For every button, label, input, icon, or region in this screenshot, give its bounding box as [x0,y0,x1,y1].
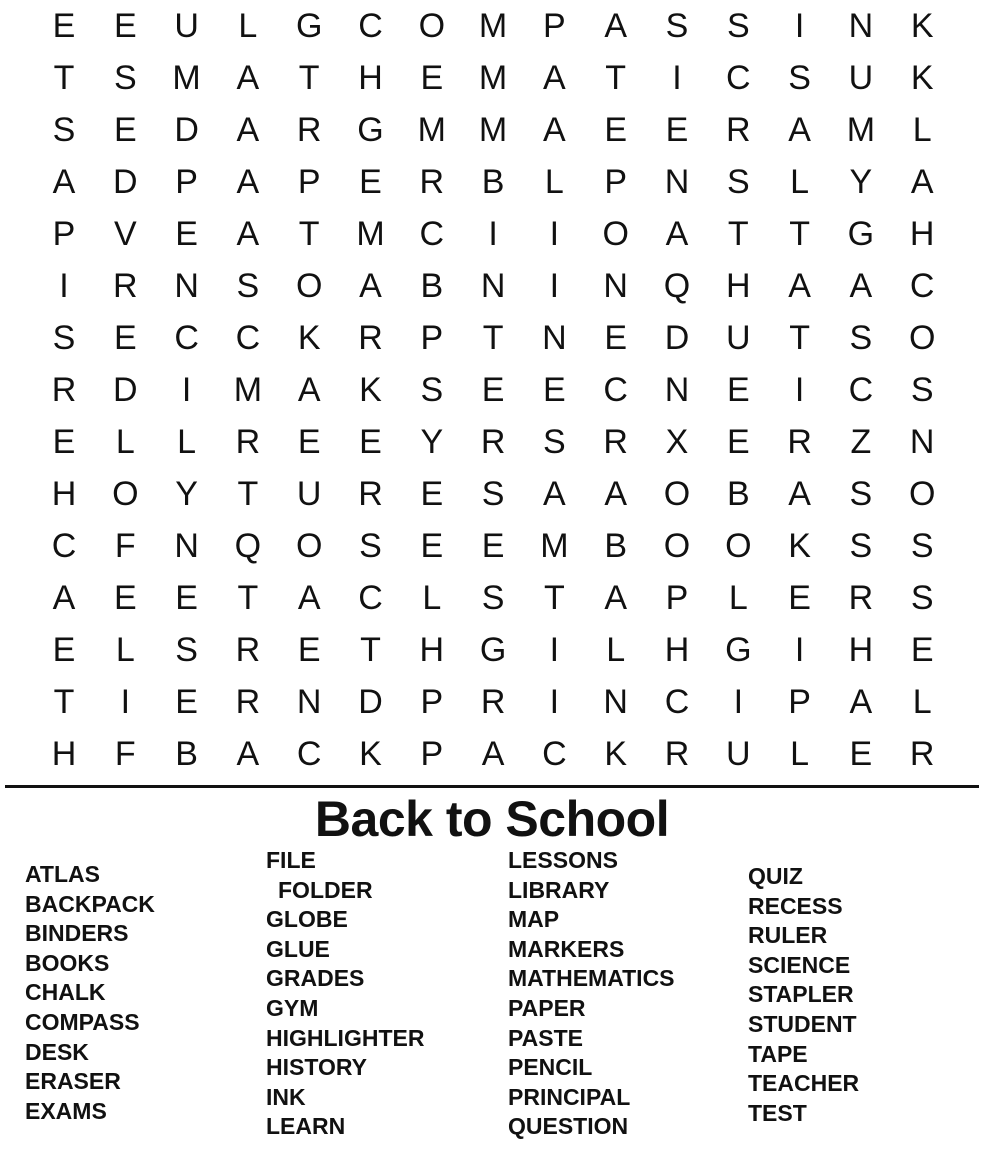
grid-cell[interactable]: E [481,526,505,565]
grid-cell[interactable]: R [848,578,874,617]
word-list-item: PASTE [508,1024,583,1051]
grid-cell[interactable]: E [113,578,137,617]
grid-cell[interactable]: C [419,214,445,253]
word-list-item: LIBRARY [508,876,610,903]
grid-cell[interactable]: R [787,422,812,461]
grid-cell[interactable]: Y [175,474,198,513]
grid-cell[interactable]: S [52,318,76,357]
grid-cell[interactable]: C [603,370,628,409]
grid-cell[interactable]: R [480,422,506,461]
grid-cell[interactable]: L [177,422,197,461]
grid-cell[interactable]: R [235,682,261,721]
grid-cell[interactable]: I [120,682,131,721]
word-list-item: GYM [266,994,319,1021]
grid-cell[interactable]: S [849,526,873,565]
grid-cell[interactable]: H [909,214,935,253]
grid-cell[interactable]: A [52,162,76,201]
grid-cell[interactable]: E [849,734,873,773]
grid-cell[interactable]: T [727,214,749,253]
grid-cell[interactable]: P [543,6,566,45]
grid-cell[interactable]: R [419,162,445,201]
grid-cell[interactable]: L [422,578,442,617]
grid-cell[interactable]: A [359,266,382,305]
grid-cell[interactable]: T [789,214,810,253]
grid-cell[interactable]: G [725,630,752,669]
grid-cell[interactable]: A [297,578,321,617]
grid-cell[interactable]: A [788,110,811,149]
grid-cell[interactable]: G [479,630,507,669]
word-list-item: TEST [748,1099,807,1126]
grid-cell[interactable]: P [420,682,444,721]
grid-cell[interactable]: B [604,526,628,565]
word-list-item: LESSONS [508,847,618,873]
grid-cell[interactable]: Q [663,266,691,305]
grid-cell[interactable]: T [53,682,75,721]
grid-cell[interactable]: S [910,578,934,617]
grid-cell[interactable]: D [664,318,690,357]
grid-cell[interactable]: R [51,370,77,409]
grid-cell[interactable]: E [113,110,137,149]
grid-cell[interactable]: N [909,422,935,461]
grid-cell[interactable]: Y [849,162,873,201]
grid-cell[interactable]: C [51,526,77,565]
grid-cell[interactable]: A [236,734,260,773]
grid-cell[interactable]: C [542,734,567,773]
grid-cell[interactable]: T [544,578,565,617]
grid-cell[interactable]: E [420,526,444,565]
grid-cell[interactable]: D [174,110,199,149]
grid-cell[interactable]: P [297,162,321,201]
grid-cell[interactable]: S [236,266,260,305]
grid-cell[interactable]: V [113,214,137,253]
grid-cell[interactable]: G [357,110,384,149]
grid-cell[interactable]: I [794,6,805,45]
word-list-item: STUDENT [748,1010,857,1037]
grid-cell[interactable]: I [794,370,805,409]
grid-cell[interactable]: R [296,110,322,149]
grid-cell[interactable]: E [604,318,628,357]
grid-cell[interactable]: S [175,630,198,669]
grid-cell[interactable]: Z [850,422,872,461]
word-list-item: ERASER [25,1068,121,1095]
grid-cell[interactable]: M [172,58,201,97]
grid-cell[interactable]: A [849,682,873,721]
grid-cell[interactable]: R [909,734,935,773]
grid-cell[interactable]: A [236,110,260,149]
grid-cell[interactable]: L [606,630,626,669]
grid-cell[interactable]: N [542,318,567,357]
grid-cell[interactable]: E [604,110,628,149]
grid-cell[interactable]: F [114,526,136,565]
grid-cell[interactable]: E [113,6,137,45]
grid-cell[interactable]: S [52,110,76,149]
word-list-column-3 [508,846,675,1142]
grid-cell[interactable]: A [236,162,260,201]
grid-cell[interactable]: U [174,6,199,45]
grid-cell[interactable]: T [789,318,810,357]
grid-cell[interactable]: O [112,474,139,513]
grid-cell[interactable]: O [663,526,691,565]
grid-cell[interactable]: P [604,162,628,201]
grid-cell[interactable]: C [235,318,261,357]
grid-cell[interactable]: U [726,318,751,357]
word-list-item: BINDERS [25,920,129,947]
grid-cell[interactable]: T [237,474,259,513]
grid-cell[interactable]: K [788,526,811,565]
word-list-item: GRADES [266,965,365,992]
grid-cell[interactable]: P [420,318,444,357]
grid-cell[interactable]: M [478,58,508,97]
grid-cell[interactable]: A [543,110,566,149]
word-list-item: HIGHLIGHTER [266,1024,425,1051]
word-list-item: INK [266,1083,306,1110]
grid-cell[interactable]: L [912,682,932,721]
word-list-item: BOOKS [25,949,110,976]
word-list-item: TEACHER [748,1070,860,1097]
grid-cell[interactable]: I [549,214,560,253]
grid-cell[interactable]: E [175,214,198,253]
word-list-item: EXAMS [25,1097,107,1124]
grid-cell[interactable]: D [113,370,138,409]
grid-cell[interactable]: N [480,266,506,305]
grid-cell[interactable]: H [726,266,751,305]
grid-cell[interactable]: L [544,162,564,201]
grid-cell[interactable]: A [604,578,628,617]
grid-cell[interactable]: U [296,474,322,513]
grid-cell[interactable]: E [297,630,321,669]
grid-cell[interactable]: S [113,58,137,97]
grid-cell[interactable]: N [664,162,690,201]
word-list-item: RECESS [748,892,843,919]
word-list-item: CHALK [25,979,106,1006]
grid-cell[interactable]: I [181,370,192,409]
word-list-item: STAPLER [748,981,854,1008]
grid-cell[interactable]: T [237,578,259,617]
grid-cell[interactable]: A [604,474,628,513]
grid-cell[interactable]: E [420,474,444,513]
word-list-column-4 [748,862,859,1128]
grid-cell[interactable]: L [728,578,748,617]
grid-cell[interactable]: R [358,318,383,357]
grid-cell[interactable]: C [909,266,935,305]
grid-cell[interactable]: G [847,214,875,253]
grid-cell[interactable]: R [358,474,383,513]
grid-cell[interactable]: I [672,58,682,97]
grid-cell[interactable]: N [174,526,199,565]
grid-cell[interactable]: S [910,370,934,409]
word-list-item: SCIENCE [748,951,851,978]
word-list-item: MARKERS [508,935,625,962]
word-list-item: RULER [748,922,828,949]
grid-cell[interactable]: E [726,370,750,409]
grid-cell[interactable]: K [297,318,321,357]
grid-cell[interactable]: O [295,526,323,565]
word-list-column-2 [266,846,424,1142]
grid-cell[interactable]: A [849,266,873,305]
grid-cell[interactable]: E [52,422,76,461]
grid-cell[interactable]: K [359,734,382,773]
grid-cell[interactable]: H [419,630,445,669]
grid-cell[interactable]: I [549,630,560,669]
word-list-item: ATLAS [25,861,100,887]
grid-cell[interactable]: S [481,474,505,513]
grid-cell[interactable]: B [420,266,444,305]
grid-cell[interactable]: C [664,682,690,721]
grid-cell[interactable]: S [665,6,689,45]
grid-cell[interactable]: H [51,734,77,773]
grid-cell[interactable]: O [663,474,691,513]
grid-cell[interactable]: N [664,370,690,409]
grid-cell[interactable]: I [549,266,560,305]
grid-cell[interactable]: R [480,682,506,721]
grid-cell[interactable]: A [481,734,505,773]
grid-cell[interactable]: S [543,422,566,461]
letter-grid [33,0,951,780]
word-list-item: FOLDER [278,876,373,903]
grid-cell[interactable]: A [604,6,628,45]
grid-cell[interactable]: T [482,318,504,357]
grid-cell[interactable]: B [481,162,505,201]
grid-cell[interactable]: S [481,578,505,617]
grid-cell[interactable]: M [540,526,569,565]
grid-cell[interactable]: H [664,630,690,669]
grid-cell[interactable]: K [604,734,628,773]
grid-cell[interactable]: P [175,162,198,201]
grid-cell[interactable]: O [908,474,936,513]
grid-cell[interactable]: E [52,630,76,669]
grid-cell[interactable]: K [359,370,382,409]
divider-line [5,785,979,788]
grid-cell[interactable]: P [788,682,811,721]
grid-cell[interactable]: D [358,682,383,721]
grid-cell[interactable]: Q [234,526,262,565]
grid-cell[interactable]: E [481,370,505,409]
grid-cell[interactable]: R [235,422,261,461]
grid-cell[interactable]: C [296,734,322,773]
grid-cell[interactable]: A [52,578,76,617]
grid-cell[interactable]: L [238,6,258,45]
grid-cell[interactable]: P [665,578,689,617]
grid-cell[interactable]: A [665,214,689,253]
grid-cell[interactable]: R [113,266,138,305]
grid-cell[interactable]: C [358,578,383,617]
word-list-item: DESK [25,1038,89,1065]
word-list-item: MAP [508,906,560,933]
word-list-item: PRINCIPAL [508,1083,631,1110]
grid-cell[interactable]: M [846,110,876,149]
grid-cell[interactable]: I [733,682,744,721]
grid-cell[interactable]: A [543,58,566,97]
grid-cell[interactable]: E [543,370,566,409]
grid-cell[interactable]: N [603,682,628,721]
word-list-item: FILE [266,847,316,873]
grid-cell[interactable]: R [235,630,261,669]
grid-cell[interactable]: O [295,266,323,305]
grid-cell[interactable]: T [298,58,320,97]
grid-cell[interactable]: F [114,734,136,773]
grid-cell[interactable]: I [549,682,560,721]
grid-cell[interactable]: X [665,422,689,461]
grid-cell[interactable]: A [236,214,260,253]
grid-cell[interactable]: C [174,318,199,357]
grid-cell[interactable]: S [910,526,934,565]
grid-cell[interactable]: H [358,58,383,97]
grid-cell[interactable]: K [910,6,934,45]
word-list-item: LEARN [266,1113,346,1140]
grid-cell[interactable]: E [175,578,198,617]
grid-cell[interactable]: O [725,526,752,565]
grid-cell[interactable]: E [297,422,321,461]
grid-cell[interactable]: M [478,6,508,45]
grid-cell[interactable]: M [233,370,263,409]
grid-cell[interactable]: S [788,58,811,97]
word-list-item: HISTORY [266,1054,367,1081]
grid-cell[interactable]: K [910,58,934,97]
grid-cell[interactable]: G [295,6,323,45]
grid-cell[interactable]: A [788,266,811,305]
grid-cell[interactable]: N [296,682,322,721]
grid-cell[interactable]: O [908,318,936,357]
grid-cell[interactable]: R [664,734,690,773]
word-list-item: PAPER [508,994,586,1021]
word-list-column-1 [25,860,155,1126]
grid-cell[interactable]: L [790,734,810,773]
grid-cell[interactable]: T [298,214,320,253]
word-list-item: COMPASS [25,1008,140,1035]
grid-cell[interactable]: E [113,318,137,357]
grid-cell[interactable]: E [359,162,382,201]
grid-cell[interactable]: N [603,266,628,305]
grid-cell[interactable]: E [910,630,934,669]
word-list-item: TAPE [748,1040,808,1067]
word-list-item: PENCIL [508,1054,593,1081]
grid-cell[interactable]: S [849,474,873,513]
grid-cell[interactable]: S [420,370,444,409]
grid-cell[interactable]: I [488,214,498,253]
grid-cell[interactable]: P [52,214,76,253]
grid-cell[interactable]: H [51,474,77,513]
grid-cell[interactable]: S [726,162,750,201]
grid-cell[interactable]: D [113,162,138,201]
grid-cell[interactable]: B [175,734,198,773]
grid-cell[interactable]: E [359,422,382,461]
grid-cell[interactable]: N [848,6,874,45]
grid-cell[interactable]: N [174,266,199,305]
grid-cell[interactable]: A [910,162,934,201]
grid-cell[interactable]: O [418,6,446,45]
word-list-item: GLOBE [266,906,348,933]
grid-cell[interactable]: T [605,58,627,97]
grid-cell[interactable]: M [478,110,508,149]
grid-cell[interactable]: R [603,422,628,461]
grid-cell[interactable]: A [297,370,321,409]
grid-cell[interactable]: U [848,58,874,97]
word-list-item: QUESTION [508,1113,629,1140]
grid-cell[interactable]: P [420,734,444,773]
word-list-item: BACKPACK [25,890,155,917]
grid-cell[interactable]: A [543,474,566,513]
word-list-item: QUIZ [748,863,803,889]
grid-cell[interactable]: E [420,58,444,97]
grid-cell[interactable]: O [602,214,629,253]
grid-cell[interactable]: I [59,266,69,305]
grid-cell[interactable]: C [848,370,874,409]
grid-cell[interactable]: M [356,214,385,253]
grid-cell[interactable]: S [849,318,873,357]
grid-cell[interactable]: L [790,162,810,201]
grid-cell[interactable]: A [236,58,260,97]
grid-cell[interactable]: I [794,630,805,669]
grid-cell[interactable]: E [52,6,76,45]
grid-cell[interactable]: S [359,526,382,565]
grid-cell[interactable]: B [726,474,750,513]
grid-cell[interactable]: E [726,422,750,461]
grid-cell[interactable]: L [115,422,135,461]
grid-cell[interactable]: M [417,110,446,149]
grid-cell[interactable]: E [788,578,811,617]
grid-cell[interactable]: S [726,6,750,45]
grid-cell[interactable]: R [726,110,751,149]
puzzle-title: Back to School [314,791,670,847]
grid-cell[interactable]: Y [420,422,444,461]
grid-cell[interactable]: T [360,630,381,669]
word-list-item: MATHEMATICS [508,965,675,992]
grid-cell[interactable]: E [175,682,198,721]
grid-cell[interactable]: C [726,58,751,97]
grid-cell[interactable]: L [912,110,932,149]
grid-cell[interactable]: C [358,6,383,45]
grid-cell[interactable]: E [665,110,689,149]
grid-cell[interactable]: H [848,630,874,669]
grid-cell[interactable]: L [115,630,135,669]
grid-cell[interactable]: U [726,734,751,773]
grid-cell[interactable]: A [788,474,811,513]
grid-cell[interactable]: T [53,58,75,97]
word-list-item: GLUE [266,935,330,962]
